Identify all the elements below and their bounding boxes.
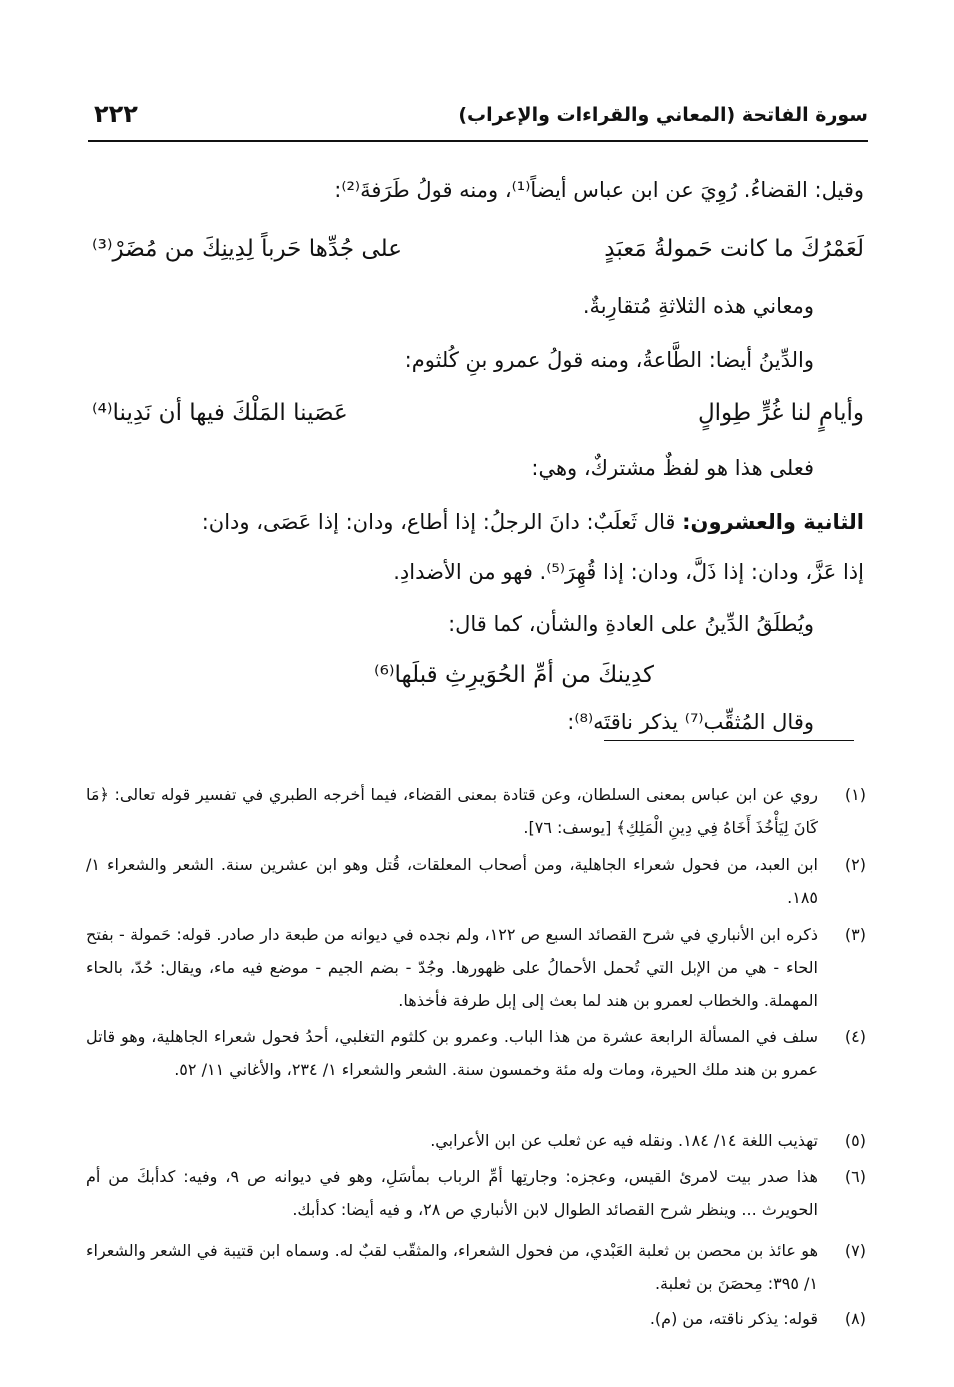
footnote-text: ذكره ابن الأنباري في شرح القصائد السبع ص ١٢٢، ولم نجده في ديوانه من طبعة دار صادر. قوله: حَمولة - بفتح الحاء - هي من الإبل التي تُحمل الأحمالُ على ظهورها. وجُدّ - بضم الجيم - موضع فيه ماء، ويقال: حُدّ، بالحاء المهملة. والخطاب لعمرو بن هند لما بعث إلى إبل طرفة فأخذها. [86, 925, 818, 1010]
footnote-text: هذا صدر بيت لامرئ القيس، وعجزه: وجارتِها أمِّ الرباب بمأسَلِ، وهو في ديوانه ص ٩، وفيه: كدأبكَ من أم الحويرث ... وينظر شرح القصائد الطوال لابن الأنباري ص ٢٨، و فيه أيضا: كدأبك. [86, 1167, 818, 1219]
footnote-2 [86, 848, 866, 914]
page-number: ٢٢٢ [94, 100, 138, 128]
body-line-4: فعلى هذا هو لفظٌ مشتركٌ، وهي: [531, 456, 814, 480]
body-line-3: والدِّينُ أيضا: الطَّاعةُ، ومنه قولُ عمرو بنِ كُلثوم: [404, 348, 814, 372]
footnote-1 [86, 778, 866, 844]
verse-2-second-hemistich: عَصَينا المَلْكَ فيها أن نَدِينا⁽⁴⁾ [92, 400, 348, 426]
footnote-number: (١) [844, 785, 866, 804]
footnote-text: تهذيب اللغة ١٤/ ١٨٤. ونقله فيه عن ثعلب عن ابن الأعرابي. [430, 1131, 818, 1150]
body-line-6: إذا عَزَّ، ودان: إذا ذَلَّ، ودان: إذا قُهِرَ⁽⁵⁾. فهو من الأضدادِ. [393, 560, 864, 584]
verse-3: كدِينكَ من أمِّ الحُوَيرِثِ قبلَها⁽⁶⁾ [373, 662, 654, 688]
issue-heading: الثانية والعشرون: [682, 510, 864, 534]
footnote-number: (٧) [844, 1241, 866, 1260]
footnote-number: (٨) [844, 1309, 866, 1328]
footnote-separator [604, 740, 854, 741]
footnote-3 [86, 918, 866, 1017]
footnote-number: (٥) [844, 1131, 866, 1150]
body-line-7: ويُطلَقُ الدِّينُ على العادةِ والشأن، كما قال: [448, 612, 814, 636]
body-line-2: ومعاني هذه الثلاثةِ مُتقارِبةٌ. [582, 294, 814, 318]
footnote-8 [86, 1302, 866, 1335]
footnote-number: (٦) [844, 1167, 866, 1186]
footnote-6 [86, 1160, 866, 1226]
footnote-7 [86, 1234, 866, 1300]
footnote-text: هو عائذ بن محصن بن ثعلبة العَبْدي، من فحول الشعراء، والمثقّب لقبٌ له. وسماه ابن قتيبة في الشعر والشعراء ١/ ٣٩٥: مِحصَنَ بن ثعلبة. [86, 1241, 818, 1293]
body-line-8: وقال المُثقِّب⁽⁷⁾ يذكر ناقتَه⁽⁸⁾: [567, 710, 814, 734]
footnote-4 [86, 1020, 866, 1086]
verse-2-first-hemistich: وأيامٍ لنا غُرٍّ طِوالٍ [697, 400, 864, 426]
verse-1-first-hemistich: لَعَمْرُكَ ما كانت حَمولةُ مَعبَدٍ [604, 236, 864, 262]
page-header [88, 100, 868, 142]
footnote-text: قوله: يذكر ناقته، من (م). [649, 1309, 818, 1328]
footnote-text: روي عن ابن عباس بمعنى السلطان، وعن قتادة بمعنى القضاء، فيما أخرجه الطبري في تفسير قوله تعالى: ﴿مَا كَانَ لِيَأْخُذَ أَخَاهُ فِي دِينِ الْمَلِكِ﴾ [يوسف: ٧٦]. [86, 785, 818, 837]
footnote-text: ابن العبد، من فحول شعراء الجاهلية، ومن أصحاب المعلقات، قُتل وهو ابن عشرين سنة. الشعر والشعراء ١/ ١٨٥. [86, 855, 818, 907]
footnote-number: (٢) [844, 855, 866, 874]
footnote-number: (٣) [844, 925, 866, 944]
footnote-number: (٤) [844, 1027, 866, 1046]
body-line-5 [202, 510, 864, 535]
footnote-5 [86, 1124, 866, 1157]
running-title: سورة الفاتحة (المعاني والقراءات والإعراب) [458, 104, 868, 126]
footnote-text: سلف في المسألة الرابعة عشرة من هذا الباب. وعمرو بن كلثوم التغلبي، أحدُ فحول شعراء الجاهلية، وهو قاتل عمرو بن هند ملك الحيرة، ومات وله مئة وخمسون سنة. الشعر والشعراء ١/ ٢٣٤، والأغاني ١١/ ٥٢. [86, 1027, 818, 1079]
verse-1-second-hemistich: على جُدِّها حَرباً لِدِينِكَ من مُضَرْ⁽³⁾ [92, 236, 402, 262]
body-line-1: وقيل: القضاءُ. رُوِيَ عن ابن عباس أيضاً⁽¹⁾، ومنه قولُ طَرَفةَ⁽²⁾: [334, 178, 864, 202]
issue-text: قال ثَعلَبٌ: دانَ الرجلُ: إذا أطاع، ودان: إذا عَصَى، ودان: [201, 510, 683, 534]
